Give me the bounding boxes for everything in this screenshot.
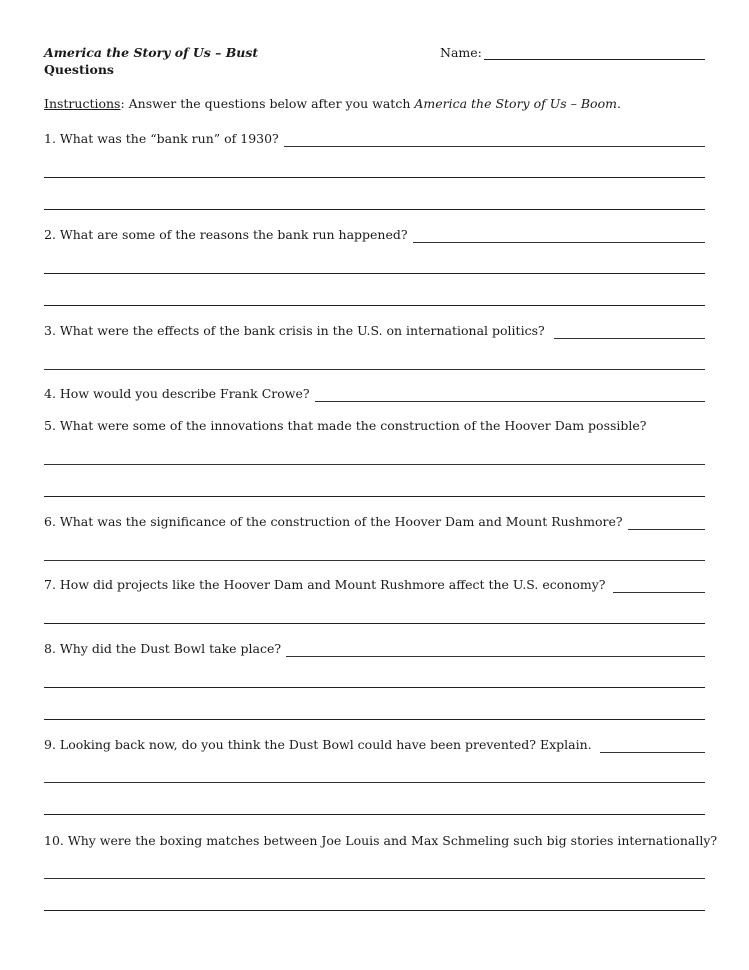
question-1 <box>44 131 705 147</box>
answer-line[interactable] <box>44 464 705 465</box>
answer-line[interactable] <box>44 878 705 879</box>
answer-line[interactable] <box>44 910 705 911</box>
answer-line[interactable] <box>44 814 705 815</box>
instructions-text: : Answer the questions below after you watch <box>120 96 415 111</box>
question-2-text: 2. What are some of the reasons the bank run happened? <box>44 227 408 242</box>
question-6-text: 6. What was the significance of the construction of the Hoover Dam and Mount Rushmore? <box>44 514 623 529</box>
answer-line[interactable] <box>628 517 705 530</box>
answer-line[interactable] <box>44 687 705 688</box>
answer-line[interactable] <box>44 719 705 720</box>
question-9 <box>44 737 705 753</box>
instructions-video-title: America the Story of Us – Boom <box>414 96 617 111</box>
question-8-text: 8. Why did the Dust Bowl take place? <box>44 641 282 656</box>
answer-line[interactable] <box>44 623 705 624</box>
answer-line[interactable] <box>44 560 705 561</box>
answer-line[interactable] <box>44 209 705 210</box>
instructions-label: Instructions <box>44 96 121 111</box>
question-2 <box>44 227 705 243</box>
answer-line[interactable] <box>44 369 705 370</box>
worksheet-subtitle: Questions <box>44 62 114 77</box>
question-7-text: 7. How did projects like the Hoover Dam and Mount Rushmore affect the U.S. economy? <box>44 577 606 592</box>
answer-line[interactable] <box>44 273 705 274</box>
answer-line[interactable] <box>554 326 705 339</box>
answer-line[interactable] <box>44 305 705 306</box>
worksheet-title: America the Story of Us – Bust <box>44 45 259 60</box>
answer-line[interactable] <box>284 134 705 147</box>
answer-line[interactable] <box>315 389 705 402</box>
question-9-text: 9. Looking back now, do you think the Dust Bowl could have been prevented? Explain. <box>44 737 592 752</box>
answer-line[interactable] <box>44 177 705 178</box>
question-1-text: 1. What was the “bank run” of 1930? <box>44 131 279 146</box>
name-label: Name: <box>440 45 482 60</box>
instructions <box>44 96 621 112</box>
name-field-line[interactable] <box>484 59 705 60</box>
question-8 <box>44 641 705 657</box>
answer-line[interactable] <box>613 580 705 593</box>
answer-line[interactable] <box>413 230 705 243</box>
question-10-text: 10. Why were the boxing matches between Joe Louis and Max Schmeling such big stories internationally? <box>44 833 718 848</box>
question-3-text: 3. What were the effects of the bank crisis in the U.S. on international politics? <box>44 323 545 338</box>
question-3 <box>44 323 705 339</box>
question-4-text: 4. How would you describe Frank Crowe? <box>44 386 310 401</box>
question-6 <box>44 514 705 530</box>
answer-line[interactable] <box>44 496 705 497</box>
question-7 <box>44 577 705 593</box>
answer-line[interactable] <box>44 782 705 783</box>
instructions-period: . <box>616 96 621 111</box>
answer-line[interactable] <box>286 644 705 657</box>
answer-line[interactable] <box>600 740 705 753</box>
question-5-text: 5. What were some of the innovations that made the construction of the Hoover Dam possible? <box>44 418 647 433</box>
question-4 <box>44 386 705 402</box>
